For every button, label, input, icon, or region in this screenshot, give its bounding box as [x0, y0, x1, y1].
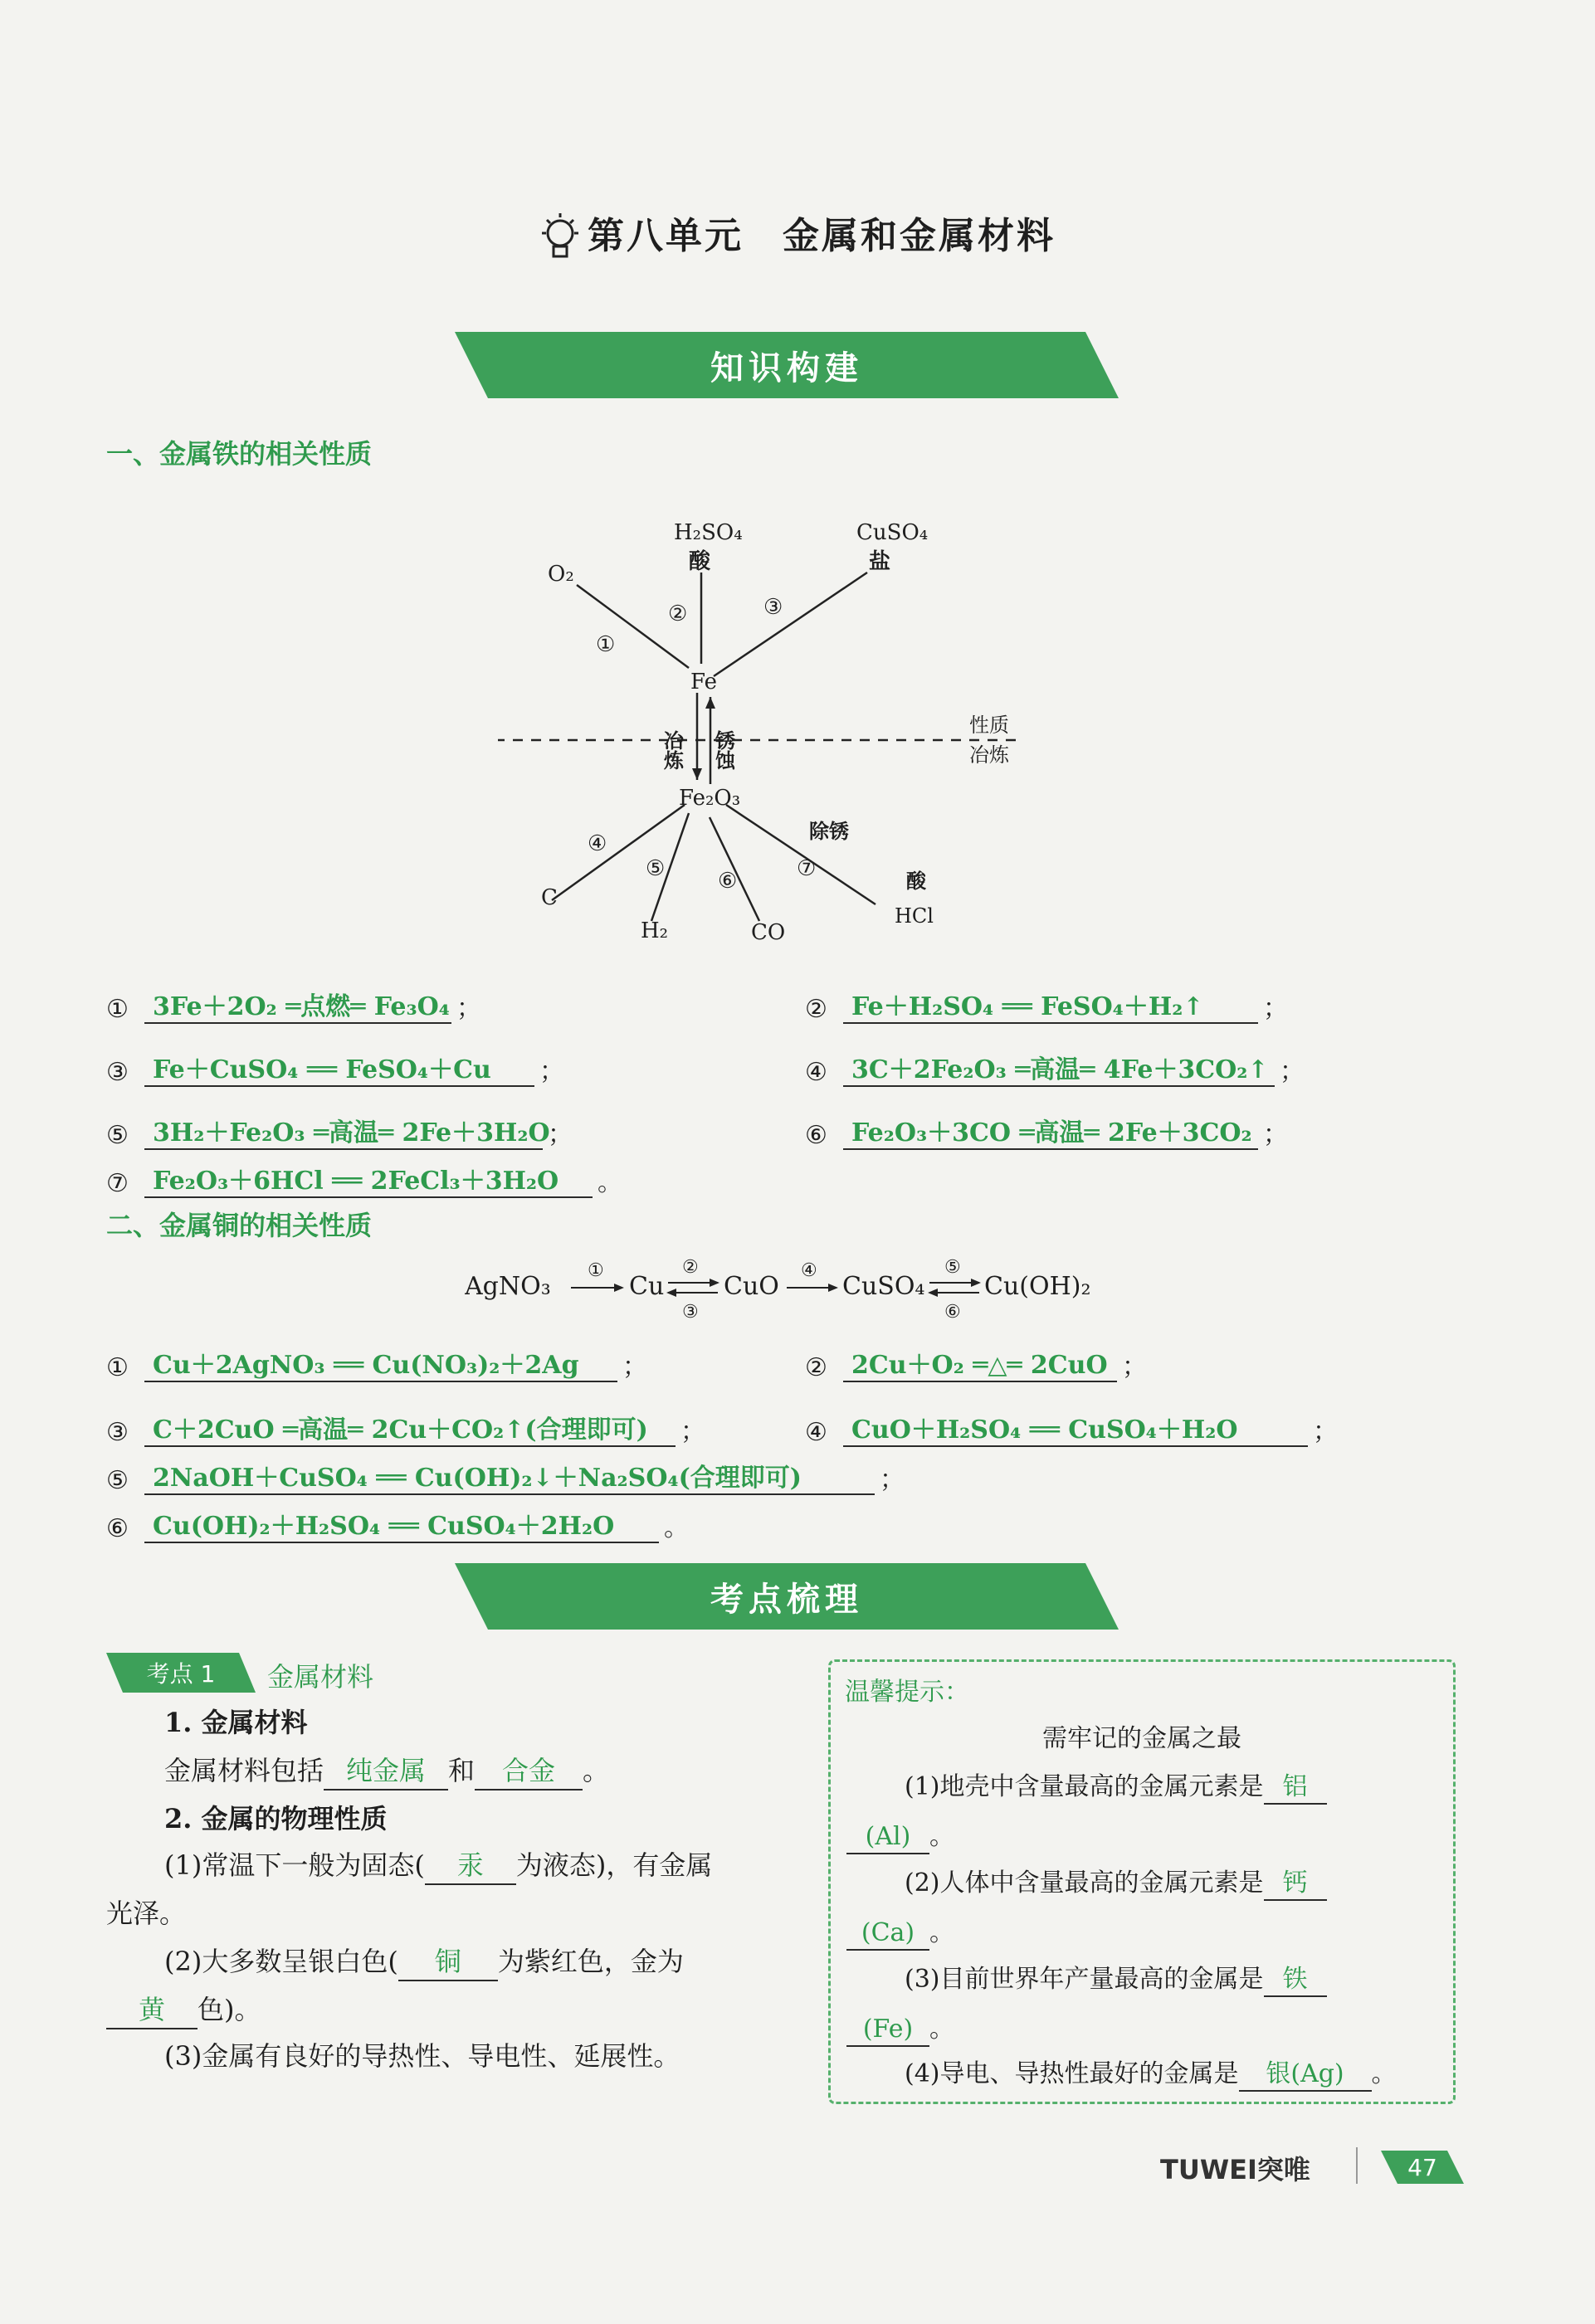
tip-3 — [905, 1963, 1327, 1997]
salt-label: 盐 — [869, 549, 891, 574]
num-5: ⑤ — [944, 1257, 961, 1278]
eq-answer: CuO＋H₂SO₄ ══ CuSO₄＋H₂O — [843, 1409, 1308, 1447]
eq-num: ② — [805, 995, 827, 1024]
tip-1 — [905, 1771, 1327, 1805]
eq-answer: Fe＋H₂SO₄ ══ FeSO₄＋H₂↑ — [843, 986, 1258, 1024]
eq-answer: 2NaOH＋CuSO₄ ══ Cu(OH)₂↓＋Na₂SO₄(合理即可) — [144, 1457, 875, 1495]
tips-label: 温馨提示： — [845, 1678, 969, 1707]
text: (2)大多数呈银白色( — [164, 1946, 398, 1977]
iron-eq-6 — [805, 1112, 1288, 1150]
h2so4-label: H₂SO₄ — [674, 520, 743, 545]
eq-num: ③ — [106, 1418, 129, 1447]
text: 色)。 — [198, 1994, 261, 2025]
acid-label: 酸 — [689, 549, 711, 574]
eq-end: 。 — [598, 1168, 622, 1197]
text: (3)目前世界年产量最高的金属是 — [905, 1965, 1264, 1994]
num-6: ⑥ — [718, 869, 738, 894]
eq-answer: 3Fe＋2O₂ ═点燃═ Fe₃O₄ — [144, 986, 451, 1024]
copper-eq-2 — [805, 1344, 1147, 1382]
eq-end: ； — [1280, 1057, 1305, 1086]
eq-num: ③ — [106, 1058, 129, 1087]
eq-answer: Fe＋CuSO₄ ══ FeSO₄＋Cu — [144, 1049, 534, 1087]
para-1 — [164, 1849, 712, 1885]
text: (1)地壳中含量最高的金属元素是 — [905, 1772, 1264, 1801]
page-number: 47 — [1407, 2153, 1437, 2181]
blank-yellow: 黄 — [106, 1993, 198, 2029]
derust-label: 除锈 — [809, 819, 849, 843]
footer-brand: TUWEI突唯 — [1160, 2154, 1310, 2185]
text: 。 — [1371, 2059, 1397, 2088]
eq-num: ① — [106, 1353, 129, 1382]
property-label: 性质 — [969, 714, 1009, 737]
blank-silver: 银(Ag) — [1239, 2058, 1372, 2092]
line-o2-fe — [577, 585, 689, 668]
eq-end: 。 — [664, 1513, 689, 1542]
text: (1)常温下一般为固态( — [164, 1849, 425, 1881]
co-label: CO — [751, 920, 786, 945]
eq-num: ⑤ — [106, 1466, 129, 1495]
eq-num: ① — [106, 995, 129, 1024]
line-salt-fe — [714, 572, 867, 676]
point-tag — [106, 1653, 256, 1693]
tip-4 — [905, 2058, 1397, 2092]
iron-eq-3 — [106, 1049, 564, 1087]
arrow-4-head — [828, 1284, 838, 1292]
blank-fe-symbol: (Fe) — [846, 2013, 929, 2047]
iron-eq-1 — [106, 986, 481, 1024]
cuso4-label: CuSO₄ — [856, 520, 929, 545]
eq-num: ⑤ — [106, 1121, 129, 1150]
eq-num: ④ — [805, 1058, 827, 1087]
h2-label: H₂ — [641, 918, 669, 943]
smelt-label: 冶炼 — [660, 730, 685, 770]
line-fe2o3-hcl — [726, 805, 876, 904]
arrow-head-down — [692, 768, 702, 780]
heading-physical-properties: 2. 金属的物理性质 — [164, 1803, 388, 1834]
cuoh2-label: Cu(OH)₂ — [984, 1272, 1091, 1301]
tip-2 — [905, 1867, 1327, 1901]
eq-num: ② — [805, 1353, 827, 1382]
arrow-3-head — [666, 1289, 676, 1297]
text: 金属材料包括 — [164, 1755, 324, 1786]
iron-section-title: 一、金属铁的相关性质 — [106, 438, 373, 470]
num-6: ⑥ — [944, 1302, 961, 1323]
num-1: ① — [588, 1260, 604, 1281]
eq-end: ； — [456, 994, 481, 1023]
para-2 — [164, 1945, 684, 1981]
text: (4)导电、导热性最好的金属是 — [905, 2059, 1239, 2088]
cu-label: Cu — [629, 1272, 665, 1301]
text: 。 — [583, 1755, 610, 1786]
heading-metal-materials: 1. 金属材料 — [164, 1707, 308, 1738]
copper-section-title: 二、金属铜的相关性质 — [106, 1210, 373, 1241]
smelting-label: 冶炼 — [969, 743, 1009, 767]
text: 。 — [929, 1822, 954, 1851]
blank-copper: 铜 — [398, 1945, 498, 1981]
text: 和 — [448, 1755, 476, 1786]
line-fe2o3-c — [552, 805, 685, 900]
agno3-label: AgNO₃ — [465, 1272, 551, 1301]
c-label: C — [541, 885, 558, 910]
eq-end: ； — [548, 1120, 573, 1149]
arrow-2-head — [710, 1279, 719, 1287]
page-number-box — [1381, 2151, 1464, 2184]
num-4: ④ — [588, 831, 607, 856]
para-1-cont: 光泽。 — [106, 1898, 187, 1929]
review-banner — [455, 1563, 1119, 1630]
eq-end: ； — [539, 1057, 564, 1086]
eq-answer: Cu＋2AgNO₃ ══ Cu(NO₃)₂＋2Ag — [144, 1344, 617, 1382]
blank-calcium: 钙 — [1264, 1867, 1327, 1901]
arrow-head-up — [705, 697, 715, 709]
num-2: ② — [682, 1257, 699, 1278]
blank-mercury: 汞 — [425, 1849, 516, 1885]
num-4: ④ — [801, 1260, 817, 1281]
text: 为液态)，有金属 — [515, 1849, 713, 1881]
banner-label: 考点梳理 — [710, 1579, 863, 1619]
eq-answer: 3H₂＋Fe₂O₃ ═高温═ 2Fe＋3H₂O — [144, 1112, 543, 1150]
copper-chain — [465, 1253, 1145, 1328]
eq-end: ； — [1313, 1417, 1338, 1446]
arrow-6-head — [928, 1289, 938, 1297]
title-text: 第八单元 金属和金属材料 — [588, 215, 1056, 257]
iron-eq-7 — [106, 1160, 622, 1198]
eq-num: ⑥ — [805, 1121, 827, 1150]
eq-answer: 2Cu＋O₂ ═△═ 2CuO — [843, 1344, 1117, 1382]
point-tag-title: 金属材料 — [267, 1661, 374, 1693]
blank-al-symbol: (Al) — [846, 1820, 929, 1854]
eq-answer: 3C＋2Fe₂O₃ ═高温═ 4Fe＋3CO₂↑ — [843, 1049, 1275, 1087]
tips-title: 需牢记的金属之最 — [1042, 1724, 1241, 1753]
banner-label: 知识构建 — [710, 348, 863, 387]
eq-end: ； — [1263, 994, 1288, 1023]
arrow-5-head — [971, 1279, 981, 1287]
arrow-1-head — [614, 1284, 624, 1292]
num-1: ① — [596, 632, 616, 657]
num-3: ③ — [682, 1302, 699, 1323]
lightbulb-icon — [539, 212, 581, 265]
acid2-label: 酸 — [906, 869, 926, 893]
page-title — [0, 206, 1595, 265]
knowledge-banner — [455, 332, 1119, 398]
text: 为紫红色，金为 — [497, 1946, 684, 1977]
num-2: ② — [668, 602, 688, 626]
tip-1-cont — [846, 1820, 954, 1854]
fe-label: Fe — [690, 670, 718, 694]
eq-end: ； — [880, 1465, 905, 1494]
blank-aluminum: 铝 — [1264, 1771, 1327, 1805]
eq-answer: C＋2CuO ═高温═ 2Cu＋CO₂↑(合理即可) — [144, 1409, 676, 1447]
hcl-label: HCl — [895, 904, 934, 928]
blank-alloy: 合金 — [475, 1754, 583, 1791]
eq-end: ； — [1263, 1120, 1288, 1149]
eq-answer: Fe₂O₃＋6HCl ══ 2FeCl₃＋3H₂O — [144, 1160, 593, 1198]
tip-3-cont — [846, 2013, 954, 2047]
eq-answer: Cu(OH)₂＋H₂SO₄ ══ CuSO₄＋2H₂O — [144, 1505, 659, 1543]
iron-eq-4 — [805, 1049, 1305, 1087]
eq-end: ； — [1122, 1352, 1147, 1381]
para-2-cont — [106, 1993, 261, 2029]
text: 。 — [929, 1918, 954, 1947]
eq-end: ； — [680, 1417, 705, 1446]
copper-eq-5 — [106, 1457, 905, 1495]
num-5: ⑤ — [646, 856, 666, 881]
eq-answer: Fe₂O₃＋3CO ═高温═ 2Fe＋3CO₂ — [843, 1112, 1258, 1150]
tip-2-cont — [846, 1917, 954, 1951]
eq-end: ； — [622, 1352, 647, 1381]
blank-iron: 铁 — [1264, 1963, 1327, 1997]
blank-ca-symbol: (Ca) — [846, 1917, 929, 1951]
num-7: ⑦ — [797, 856, 817, 881]
cuo-label: CuO — [724, 1272, 779, 1301]
eq-num: ⑦ — [106, 1169, 129, 1198]
footer-divider — [1356, 2147, 1358, 2184]
rust-label: 锈蚀 — [711, 730, 736, 770]
line-metal-materials — [164, 1754, 609, 1791]
copper-eq-4 — [805, 1409, 1338, 1447]
iron-eq-2 — [805, 986, 1288, 1024]
iron-eq-5 — [106, 1112, 573, 1150]
blank-pure-metal: 纯金属 — [324, 1754, 448, 1791]
o2-label: O₂ — [548, 562, 574, 587]
text: (2)人体中含量最高的金属元素是 — [905, 1868, 1264, 1898]
tag-label: 考点 1 — [146, 1660, 216, 1688]
eq-num: ⑥ — [106, 1514, 129, 1543]
copper-eq-1 — [106, 1344, 647, 1382]
text: 。 — [929, 2015, 954, 2044]
fe2o3-label: Fe₂O₃ — [679, 786, 741, 811]
cuso4-label: CuSO₄ — [842, 1272, 925, 1301]
eq-num: ④ — [805, 1418, 827, 1447]
para-3: (3)金属有良好的导热性、导电性、延展性。 — [164, 2040, 680, 2072]
copper-eq-6 — [106, 1505, 689, 1543]
num-3: ③ — [763, 595, 783, 620]
copper-eq-3 — [106, 1409, 705, 1447]
iron-diagram — [498, 498, 1046, 962]
